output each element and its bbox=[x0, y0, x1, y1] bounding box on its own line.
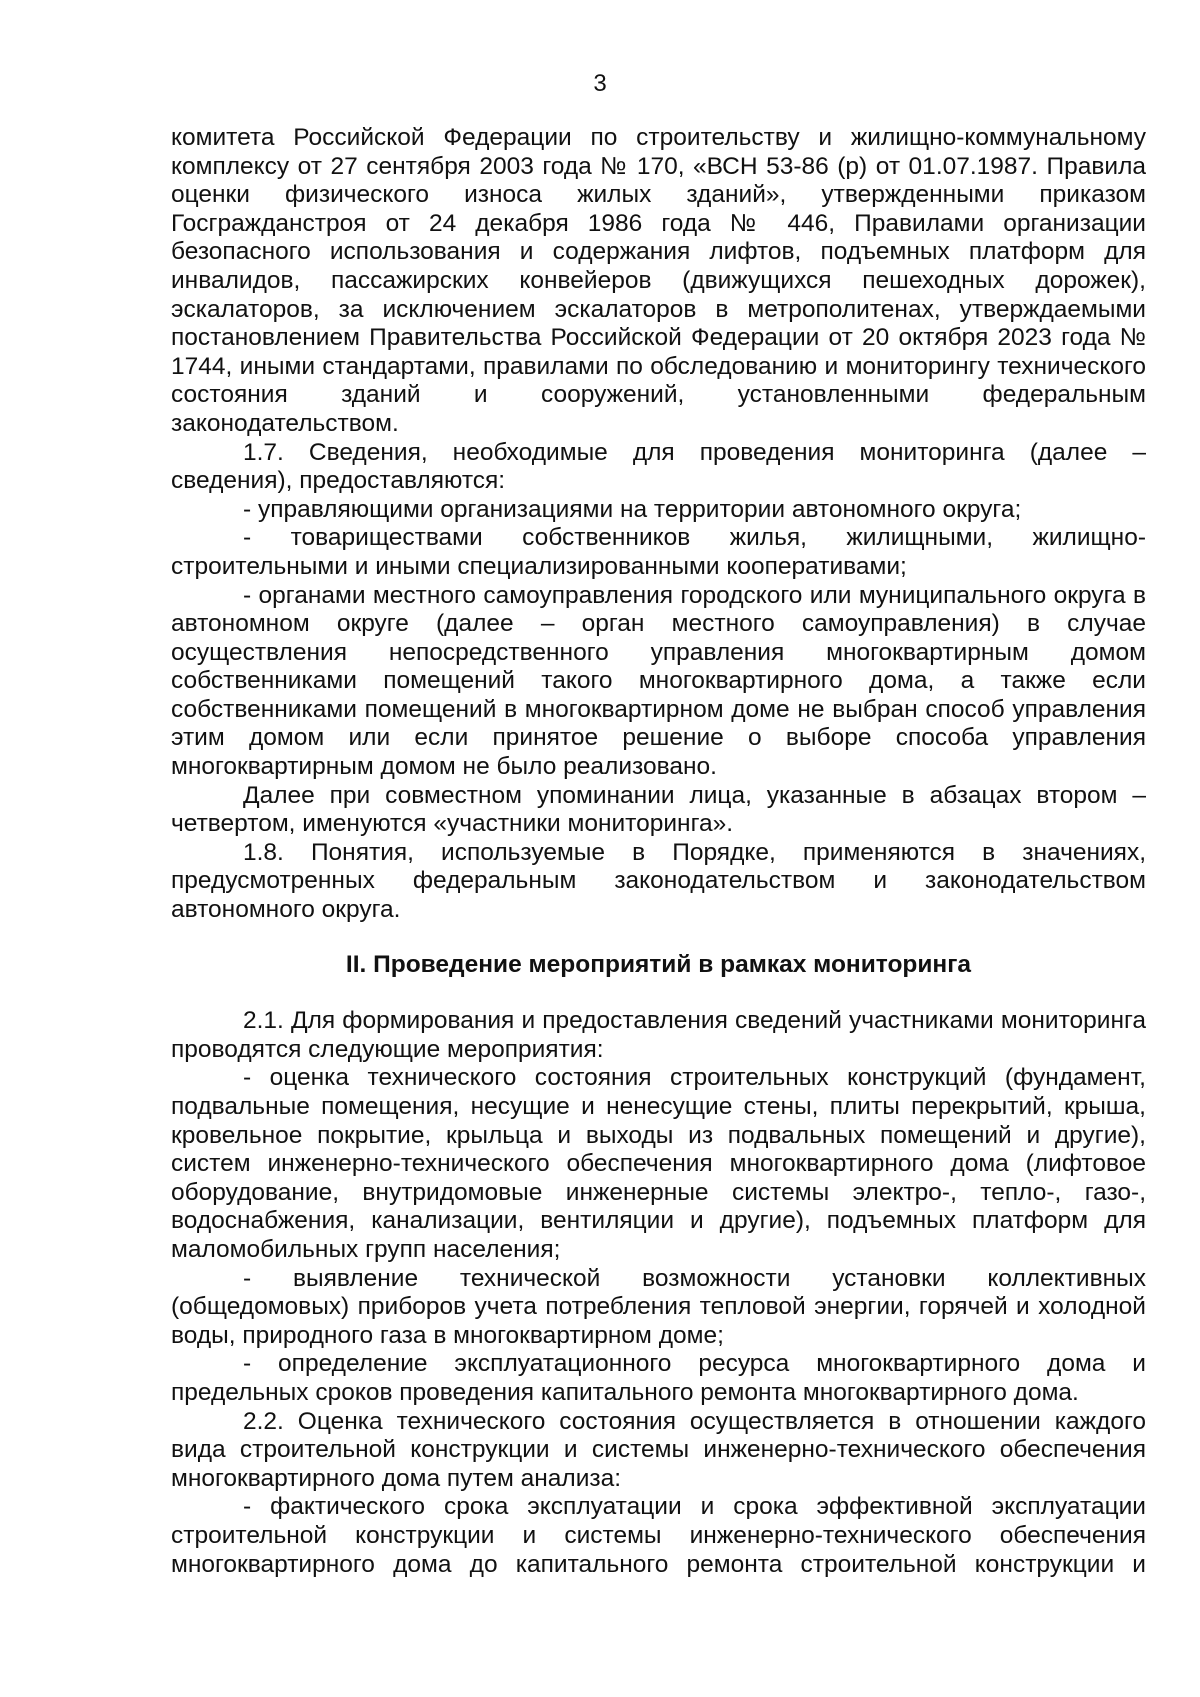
paragraph-2-2: 2.2. Оценка технического состояния осуществляется в отношении каждого вида строительной конструкции и системы инженерно-технического обеспечения многоквартирного дома путем анализа: bbox=[171, 1407, 1146, 1492]
page-number: 3 bbox=[593, 70, 607, 97]
list-item-meter-installation: - выявление технической возможности установки коллективных (общедомовых) приборов учета потребления тепловой энергии, горячей и холодной воды, природного газа в многоквартирном доме; bbox=[171, 1264, 1146, 1349]
paragraph-1-8: 1.8. Понятия, используемые в Порядке, применяются в значениях, предусмотренных федеральным законодательством и законодательством автономного округа. bbox=[171, 838, 1146, 924]
list-item-technical-assessment: - оценка технического состояния строительных конструкций (фундамент, подвальные помещения, несущие и ненесущие стены, плиты перекрытий, крыша, кровельное покрытие, крыльца и выходы из подвальных помещений и другие), систем инженерно-технического обеспечения многоквартирного дома (лифтовое оборудование, внутридомовые инженерные системы электро-, тепло-, газо-, водоснабжения, канализации, вентиляции и другие), подъемных платформ для маломобильных групп населения; bbox=[171, 1064, 1146, 1263]
paragraph-1-7: 1.7. Сведения, необходимые для проведения мониторинга (далее – сведения), предоставляются: bbox=[171, 438, 1146, 495]
section-heading: II. Проведение мероприятий в рамках мониторинга bbox=[345, 950, 972, 978]
list-item-operational-resource: - определение эксплуатационного ресурса многоквартирного дома и предельных сроков проведения капитального ремонта многоквартирного дома. bbox=[171, 1350, 1146, 1406]
paragraph-2-1: 2.1. Для формирования и предоставления сведений участниками мониторинга проводятся следующие мероприятия: bbox=[171, 1007, 1146, 1063]
document-body bbox=[171, 124, 1146, 1579]
paragraph-participants-definition: Далее при совместном упоминании лица, указанные в абзацах втором – четвертом, именуются «участники мониторинга». bbox=[171, 781, 1146, 838]
list-item-local-government: - органами местного самоуправления городского или муниципального округа в автономном округе (далее – орган местного самоуправления) в случае осуществления непосредственного управления многоквартирным домом собственниками помещений такого многоквартирного дома, а также если собственниками помещений в многоквартирном доме не выбран способ управления этим домом или если принятое решение о выборе способа управления многоквартирным домом не было реализовано. bbox=[171, 581, 1146, 781]
list-item-management-orgs: - управляющими организациями на территории автономного округа; bbox=[243, 495, 1022, 523]
list-item-hoa-cooperatives: - товариществами собственников жилья, жилищными, жилищно-строительными и иными специализированными кооперативами; bbox=[171, 524, 1146, 580]
paragraph-continuation: комитета Российской Федерации по строительству и жилищно-коммунальному комплексу от 27 сентября 2003 года № 170, «ВСН 53-86 (р) от 01.07.1987. Правила оценки физического износа жилых зданий», утвержденными приказом Госгражданстроя от 24 декабря 1986 года № 446, Правилами организации безопасного использования и содержания лифтов, подъемных платформ для инвалидов, пассажирских конвейеров (движущихся пешеходных дорожек), эскалаторов, за исключением эскалаторов в метрополитенах, утверждаемыми постановлением Правительства Российской Федерации от 20 октября 2023 года № 1744, иными стандартами, правилами по обследованию и мониторингу технического состояния зданий и сооружений, установленными федеральным законодательством. bbox=[171, 124, 1146, 437]
list-item-actual-service-life: - фактического срока эксплуатации и срока эффективной эксплуатации строительной конструкции и системы инженерно-технического обеспечения многоквартирного дома до капитального ремонта строительной конструкции и bbox=[171, 1493, 1146, 1578]
